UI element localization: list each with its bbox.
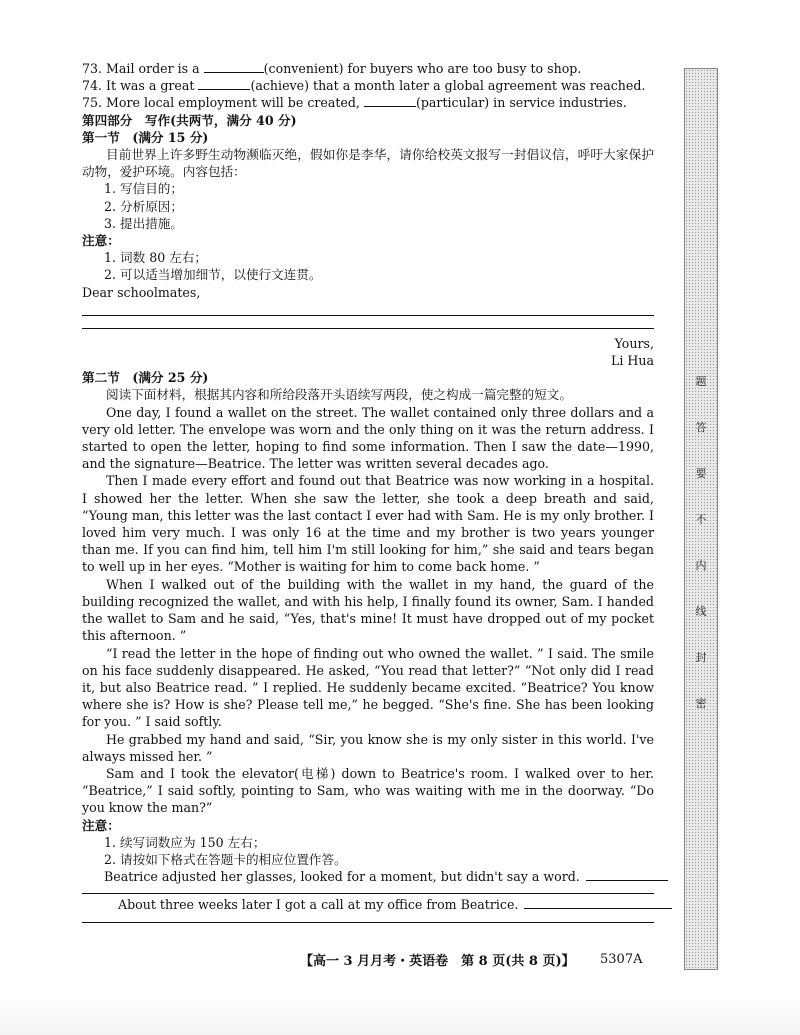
scan-shadow (0, 995, 800, 1035)
question-75-text: 75. More local employment will be created, (82, 95, 364, 111)
answer-line[interactable] (524, 896, 672, 909)
footer-code: 5307A (600, 952, 643, 967)
story-paragraph-3: When I walked out of the building with the wallet in my hand, the guard of the building recognized the wallet, and with his help, I finally found its owner, Sam. I handed the wallet to Sam and he said, “Yes, that's mine! It must have dropped out of my pocket this afternoon. ” (82, 576, 654, 644)
story-paragraph-5: He grabbed my hand and said, “Sir, you know she is my only sister in this world. I've always missed her. ” (82, 731, 654, 764)
strip-char: 不 (695, 513, 707, 526)
part4-title: 第四部分 写作(共两节，满分 40 分) (82, 112, 297, 128)
writing-line[interactable] (82, 328, 654, 329)
question-73 (82, 60, 654, 77)
section2-note-2: 2. 请按如下格式在答题卡的相应位置作答。 (104, 851, 347, 867)
answer-blank[interactable] (364, 94, 416, 107)
story-paragraph-4: “I read the letter in the hope of finding out who owned the wallet. ” I said. The smile on his face suddenly disappeared. He asked, “You read that letter?” “Not only did I read it, but also Beatrice read. ” I replied. He suddenly became excited. “Beatrice? You know where she is? How is she? Please tell me,” he begged. “She's fine. She has been looking for you. ” I said softly. (82, 645, 654, 730)
closing: Yours, (614, 335, 654, 351)
strip-char: 答 (695, 421, 707, 434)
section2-prompt: 阅读下面材料，根据其内容和所给段落开头语续写两段，使之构成一篇完整的短文。 (106, 387, 572, 403)
note-label: 注意： (82, 233, 120, 249)
section1-note-1: 1. 词数 80 左右； (104, 250, 208, 266)
question-74-text: 74. It was a great (82, 78, 199, 94)
strip-char: 密 (695, 697, 707, 710)
continuation-start-2: About three weeks later I got a call at my office from Beatrice. (118, 897, 519, 913)
binding-strip (684, 68, 718, 970)
section1-title: 第一节 (满分 15 分) (82, 129, 209, 145)
continuation-start-1: Beatrice adjusted her glasses, looked for a moment, but didn't say a word. (104, 869, 580, 885)
strip-char: 封 (695, 651, 707, 664)
question-74 (82, 77, 654, 94)
strip-char: 要 (695, 467, 707, 480)
question-75-hint: (particular) in service industries. (415, 95, 627, 111)
section1-item-2: 2. 分析原因； (104, 198, 183, 214)
writing-line[interactable] (82, 315, 654, 316)
binding-strip-text (685, 359, 717, 727)
writing-line[interactable] (82, 893, 654, 894)
continuation-para-1 (82, 868, 654, 885)
story-paragraph-2: Then I made every effort and found out that Beatrice was now working in a hospital. I showed her the letter. When she saw the letter, she took a deep breath and said, “Young man, this letter was the last contact I ever had with Sam. He is my only brother. I loved him very much. I was only 16 at the time and my brother is two years younger than me. If you can find him, tell him I'm still looking for him,” she said and tears began to well up in her eyes. “Mother is waiting for him to come back home. ” (82, 473, 654, 575)
section1-note-2: 2. 可以适当增加细节，以使行文连贯。 (104, 267, 322, 283)
question-75 (82, 94, 654, 111)
footer-page-info: 【高一 3 月月考・英语卷 第 8 页(共 8 页)】 (300, 954, 575, 969)
question-73-hint: (convenient) for buyers who are too busy to shop. (263, 61, 582, 76)
section1-item-1: 1. 写信目的； (104, 181, 183, 197)
writing-line[interactable] (82, 922, 654, 923)
salutation: Dear schoolmates, (82, 284, 201, 300)
signer: Li Hua (611, 353, 654, 369)
strip-char: 内 (695, 559, 707, 572)
answer-blank[interactable] (198, 77, 250, 90)
story-paragraph-6: Sam and I took the elevator(电梯) down to Beatrice's room. I walked over to her. “Beatrice,” I said softly, pointing to Sam, who was waiting with me in the doorway. “Do you know the man?” (82, 765, 654, 816)
question-74-hint: (achieve) that a month later a global agreement was reached. (250, 78, 646, 94)
section1-prompt: 目前世界上许多野生动物濒临灭绝，假如你是李华，请你给校英文报写一封倡议信，呼吁大家保护动物，爱护环境。内容包括： (82, 147, 654, 180)
answer-blank[interactable] (204, 60, 264, 73)
section2-note-1: 1. 续写词数应为 150 左右； (104, 834, 266, 850)
section2-title: 第二节 (满分 25 分) (82, 370, 209, 386)
section1-item-3: 3. 提出措施。 (104, 215, 183, 231)
question-73-text: 73. Mail order is a (82, 61, 204, 76)
strip-char: 题 (695, 375, 707, 388)
note-label-2: 注意： (82, 817, 120, 833)
continuation-para-2 (82, 896, 654, 913)
story-paragraph-1: One day, I found a wallet on the street. The wallet contained only three dollars and a very old letter. The envelope was worn and the only thing on it was the return address. I started to open the letter, hoping to find some information. Then I saw the date—1990, and the signature—Beatrice. The letter was written several decades ago. (82, 404, 654, 472)
answer-line[interactable] (586, 868, 668, 881)
page-content (82, 60, 654, 923)
strip-char: 线 (695, 605, 707, 618)
